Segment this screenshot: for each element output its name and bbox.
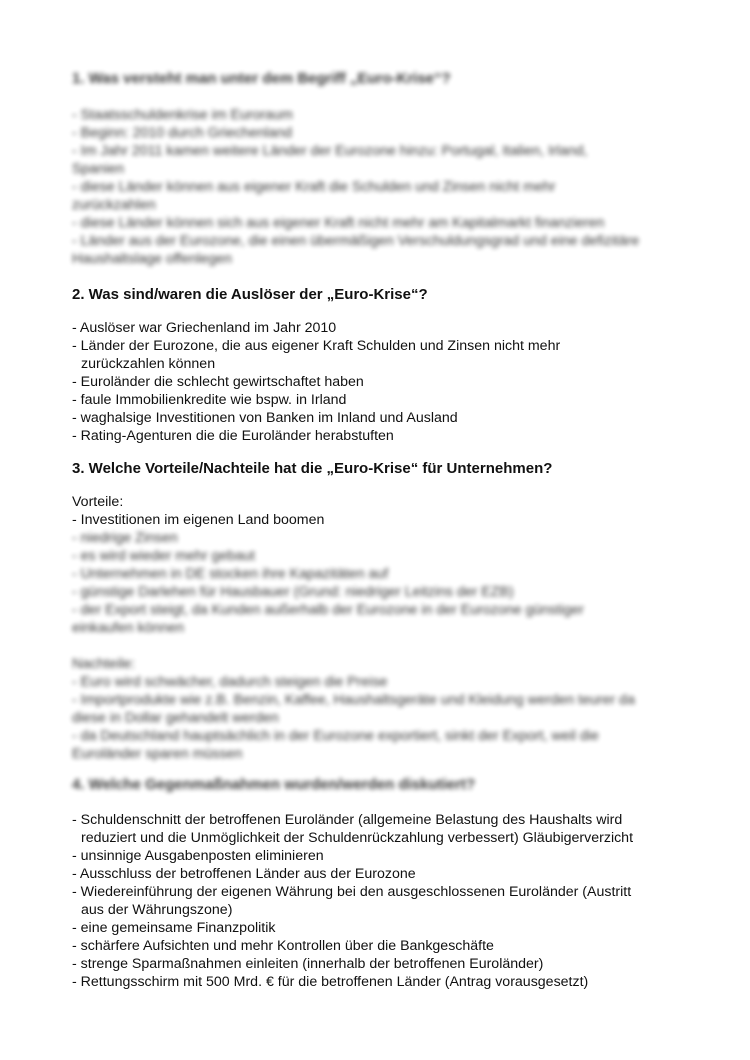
list-item: - diese Länder können sich aus eigener Kraft nicht mehr am Kapitalmarkt finanzieren xyxy=(72,215,605,231)
list-item: aus der Währungszone) xyxy=(81,902,233,918)
list-item: - Im Jahr 2011 kamen weitere Länder der Eurozone hinzu: Portugal, Italien, Irland, xyxy=(72,143,588,159)
list-item: - diese Länder können aus eigener Kraft die Schulden und Zinsen nicht mehr xyxy=(72,179,556,195)
list-item: - der Export steigt, da Kunden außerhalb der Eurozone in der Eurozone günstiger xyxy=(72,602,584,618)
list-item: - faule Immobilienkredite wie bspw. in Irland xyxy=(72,392,347,408)
section-4-heading-wrap xyxy=(72,776,692,794)
list-item: - Auslöser war Griechenland im Jahr 2010 xyxy=(72,320,337,336)
list-item: - eine gemeinsame Finanzpolitik xyxy=(72,920,276,936)
list-item: diese in Dollar gehandelt werden xyxy=(72,710,279,726)
list-item: Euroländer sparen müssen xyxy=(72,746,243,762)
list-item: - Investitionen im eigenen Land boomen xyxy=(72,512,325,528)
list-item: - es wird wieder mehr gebaut xyxy=(72,548,255,564)
vorteile-label: Vorteile: xyxy=(72,494,124,510)
section-4-list xyxy=(72,811,692,991)
list-item: - Rettungsschirm mit 500 Mrd. € für die betroffenen Länder (Antrag vorausgesetzt) xyxy=(72,974,589,990)
list-item: - waghalsige Investitionen von Banken im Inland und Ausland xyxy=(72,410,458,426)
list-item: - Unternehmen in DE stocken ihre Kapazitäten auf xyxy=(72,566,389,582)
list-item: zurückzahlen können xyxy=(81,356,216,372)
list-item: Spanien xyxy=(72,161,125,177)
list-item: Haushaltslage offenlegen xyxy=(72,251,232,267)
list-item: - niedrige Zinsen xyxy=(72,530,178,546)
section-4-heading: 4. Welche Gegenmaßnahmen wurden/werden diskutiert? xyxy=(72,776,476,793)
section-2 xyxy=(72,286,692,445)
list-item: zurückzahlen xyxy=(72,197,156,213)
list-item: - Wiedereinführung der eigenen Währung bei den ausgeschlossenen Euroländer (Austritt xyxy=(72,884,632,900)
section-1-list xyxy=(72,106,692,268)
list-item: - Beginn: 2010 durch Griechenland xyxy=(72,125,293,141)
section-1-heading: 1. Was versteht man unter dem Begriff „Euro-Krise“? xyxy=(72,70,451,87)
list-item: - Länder der Eurozone, die aus eigener Kraft Schulden und Zinsen nicht mehr xyxy=(72,338,561,354)
section-3-heading: 3. Welche Vorteile/Nachteile hat die „Euro-Krise“ für Unternehmen? xyxy=(72,460,553,477)
list-item: - Euro wird schwächer, dadurch steigen die Preise xyxy=(72,674,388,690)
list-item: reduziert und die Unmöglichkeit der Schuldenrückzahlung verbessert) Gläubigerverzicht xyxy=(81,830,634,846)
list-item: - Staatsschuldenkrise im Euroraum xyxy=(72,107,293,123)
list-item: - da Deutschland hauptsächlich in der Eurozone exportiert, sinkt der Export, weil die xyxy=(72,728,599,744)
section-2-heading: 2. Was sind/waren die Auslöser der „Euro-Krise“? xyxy=(72,286,428,303)
list-item: - Importprodukte wie z.B. Benzin, Kaffee, Haushaltsgeräte und Kleidung werden teurer da xyxy=(72,692,635,708)
list-item: - Ausschluss der betroffenen Länder aus der Eurozone xyxy=(72,866,416,882)
list-item: - Rating-Agenturen die die Euroländer herabstuften xyxy=(72,428,394,444)
section-2-list xyxy=(72,319,692,445)
list-item: - Schuldenschnitt der betroffenen Euroländer (allgemeine Belastung des Haushalts wird xyxy=(72,812,623,828)
list-item: - Länder aus der Eurozone, die einen übermäßigen Verschuldungsgrad und eine defizitäre xyxy=(72,233,640,249)
list-item: - strenge Sparmaßnahmen einleiten (innerhalb der betroffenen Euroländer) xyxy=(72,956,544,972)
section-1 xyxy=(72,70,692,268)
list-item: - schärfere Aufsichten und mehr Kontrollen über die Bankgeschäfte xyxy=(72,938,494,954)
nachteile-label: Nachteile: xyxy=(72,656,136,672)
vorteile-list-blurred xyxy=(72,529,692,763)
list-item: einkaufen können xyxy=(72,620,185,636)
list-item: - unsinnige Ausgabenposten eliminieren xyxy=(72,848,324,864)
section-3 xyxy=(72,460,692,763)
list-item: - günstige Darlehen für Hausbauer (Grund: niedriger Leitzins der EZB) xyxy=(72,584,514,600)
section-4 xyxy=(72,811,692,991)
list-item: - Euroländer die schlecht gewirtschaftet haben xyxy=(72,374,364,390)
